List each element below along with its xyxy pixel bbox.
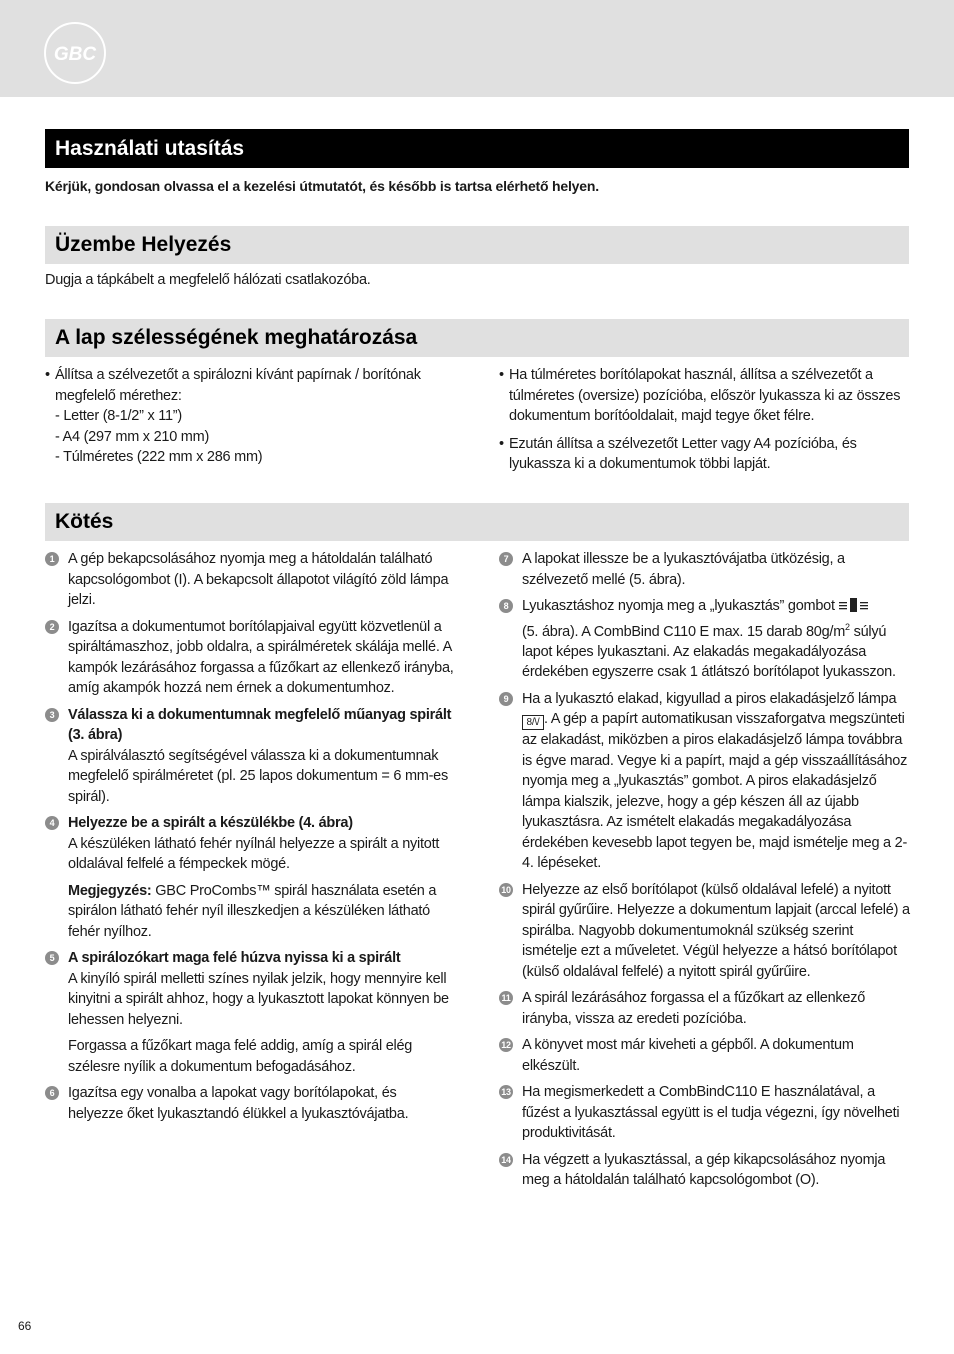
- step-14: 14 Ha végzett a lyukasztással, a gép kikapcsolásához nyomja meg a hátoldalán található kapcsológombot (O).: [499, 1150, 911, 1191]
- list-item: • Ha túlméretes borítólapokat használ, állítsa a szélvezetőt a túlméretes (oversize) pozícióba, először lyukassza ki az összes dokumentum borítóoldalait, majd tegye őket félre.: [499, 367, 901, 424]
- step-number-icon: 4: [45, 816, 59, 830]
- jam-lamp-icon: 8/\/: [522, 715, 544, 730]
- step-5: 5 A spirálozókart maga felé húzva nyissa ki a spirált A kinyíló spirál melletti színes nyilak jelzik, hogy mennyire kell kinyitni a spirált ahhoz, hogy a lyukasztott lapokat könnyen be lehessen helyezni. Forgassa a fűzőkart maga felé addig, amíg a spirál elég szélesre nyílik a dokumentum befogadásához.: [45, 948, 455, 1077]
- step-12: 12 A könyvet most már kiveheti a gépből. A dokumentum elkészült.: [499, 1035, 911, 1076]
- step-3: 3 Válassza ki a dokumentumnak megfelelő műanyag spirált (3. ábra) A spirálválasztó segítségével válassza ki a dokumentumnak megfelelő spirálméretet (pl. 25 lapos dokumentum = 6 mm-es spirál).: [45, 705, 455, 808]
- gbc-logo: [41, 22, 109, 84]
- step-number-icon: 2: [45, 620, 59, 634]
- step-number-icon: 10: [499, 883, 513, 897]
- step-heading: A spirálozókart maga felé húzva nyissa ki a spirált: [68, 950, 401, 966]
- step-11: 11 A spirál lezárásához forgassa el a fűzőkart az ellenkező irányba, vissza az eredeti pozícióba.: [499, 988, 911, 1029]
- binding-right-column: [499, 549, 911, 1197]
- logo-text: GBC: [53, 44, 97, 65]
- step-number-icon: 14: [499, 1153, 513, 1167]
- size-oversize: - Túlméretes (222 mm x 286 mm): [55, 449, 263, 465]
- size-a4: - A4 (297 mm x 210 mm): [55, 428, 210, 445]
- step-heading: Válassza ki a dokumentumnak megfelelő műanyag spirált (3. ábra): [68, 706, 452, 743]
- section-heading-binding: Kötés: [45, 503, 909, 541]
- bullet-icon: •: [499, 435, 504, 452]
- step-number-icon: 8: [499, 599, 513, 613]
- step-number-icon: 7: [499, 552, 513, 566]
- list-item: • Ezután állítsa a szélvezetőt Letter vagy A4 pozícióba, és lyukassza ki a dokumentumok többi lapját.: [499, 435, 857, 472]
- step-1: 1 A gép bekapcsolásához nyomja meg a hátoldalán található kapcsológombot (I). A bekapcsolt állapotot világító zöld lámpa jelzi.: [45, 549, 455, 611]
- step-number-icon: 6: [45, 1086, 59, 1100]
- step-4: 4 Helyezze be a spirált a készülékbe (4. ábra) A készüléken látható fehér nyílnál helyezze a spirált a nyitott oldalával felfelé a fémpeckek mögé. Megjegyzés: GBC ProCombs™ spirál használata esetén a spirálon látható fehér nyíl illeszkedjen a készüléken látható fehér nyílhoz.: [45, 813, 455, 942]
- step-number-icon: 3: [45, 708, 59, 722]
- punch-button-icon: [839, 598, 869, 612]
- section-heading-width: A lap szélességének meghatározása: [45, 319, 909, 357]
- setup-text: Dugja a tápkábelt a megfelelő hálózati csatlakozóba.: [45, 272, 371, 288]
- step-8: 8 Lyukasztáshoz nyomja meg a „lyukasztás” gombot (5. ábra). A CombBind C110 E max. 15 darab $80g/m^2$ súlyú lapot képes lyukasztani. Az elakadás megakadályozása érdekében egyszerre csak 1 átlátszó borítólapot lyukasszon.: [499, 596, 911, 683]
- step-10: 10 Helyezze az első borítólapot (külső oldalával lefelé) a nyitott spirál gyűrűire. Helyezze a dokumentum lapjait (arccal lefelé) a spirálba. Nagyobb dokumentumoknál szükség szerint ismételje ezt a műveletet. Végül helyezze a hátsó borítólapot (külső oldalával felfelé) a nyitott spirál gyűrűire.: [499, 880, 911, 983]
- binding-left-column: [45, 549, 455, 1130]
- intro-text: Kérjük, gondosan olvassa el a kezelési útmutatót, és később is tartsa elérhető helyen.: [45, 178, 599, 194]
- page-title: Használati utasítás: [45, 129, 909, 168]
- step-9: 9 Ha a lyukasztó elakad, kigyullad a piros elakadásjelző lámpa 8/\/ . A gép a papírt automatikusan visszaforgatva megszünteti az elakadást, miközben a piros elakadásjelző lámpa továbbra is égve marad. Vegye ki a papírt, majd a gép visszaállításához nyomja meg a „lyukasztás” gombot. A piros elakadásjelző lámpa kialszik, jelezve, hogy a gép készen áll az újabb lyukasztásra. Az ismételt elakadás megakadályozása érdekében kevesebb lapot tegyen be, majd ismételje meg a 2-4. lépéseket.: [499, 689, 911, 874]
- step-number-icon: 5: [45, 951, 59, 965]
- bullet-icon: •: [499, 367, 504, 383]
- header-band: [0, 0, 954, 97]
- size-letter: - Letter (8-1/2” x 11”): [55, 408, 182, 424]
- list-item: • Állítsa a szélvezetőt a spirálozni kívánt papírnak / borítónak megfelelő mérethez:: [45, 367, 421, 404]
- step-number-icon: 11: [499, 991, 513, 1005]
- page-number: 66: [18, 1319, 32, 1333]
- step-2: 2 Igazítsa a dokumentumot borítólapjaival együtt közvetlenül a spiráltámaszhoz, jobb oldalra, a spirálméretek skálája mellé. A kampók lezárásához forgassa a fűzőkart az ellenkező irányba, amíg akampók hozzá nem érnek a dokumentumhoz.: [45, 617, 455, 699]
- step-number-icon: 13: [499, 1085, 513, 1099]
- step-7: 7 A lapokat illessze be a lyukasztóvájatba ütközésig, a szélvezető mellé (5. ábra).: [499, 549, 911, 590]
- step-number-icon: 1: [45, 552, 59, 566]
- step-number-icon: 9: [499, 692, 513, 706]
- bullet-icon: •: [45, 367, 50, 383]
- width-left-column: [45, 365, 465, 468]
- step-13: 13 Ha megismerkedett a CombBindC110 E használatával, a fűzést a lyukasztással együtt is el tudja végezni, így növelheti produktivitását.: [499, 1082, 911, 1144]
- step-number-icon: 12: [499, 1038, 513, 1052]
- step-heading: Helyezze be a spirált a készülékbe (4. ábra): [68, 815, 353, 831]
- step-6: 6 Igazítsa egy vonalba a lapokat vagy borítólapokat, és helyezze őket lyukasztandó élükkel a lyukasztóvájatba.: [45, 1083, 455, 1124]
- note-label: Megjegyzés:: [68, 882, 152, 899]
- width-right-column: [499, 365, 911, 475]
- section-heading-setup: Üzembe Helyezés: [45, 226, 909, 264]
